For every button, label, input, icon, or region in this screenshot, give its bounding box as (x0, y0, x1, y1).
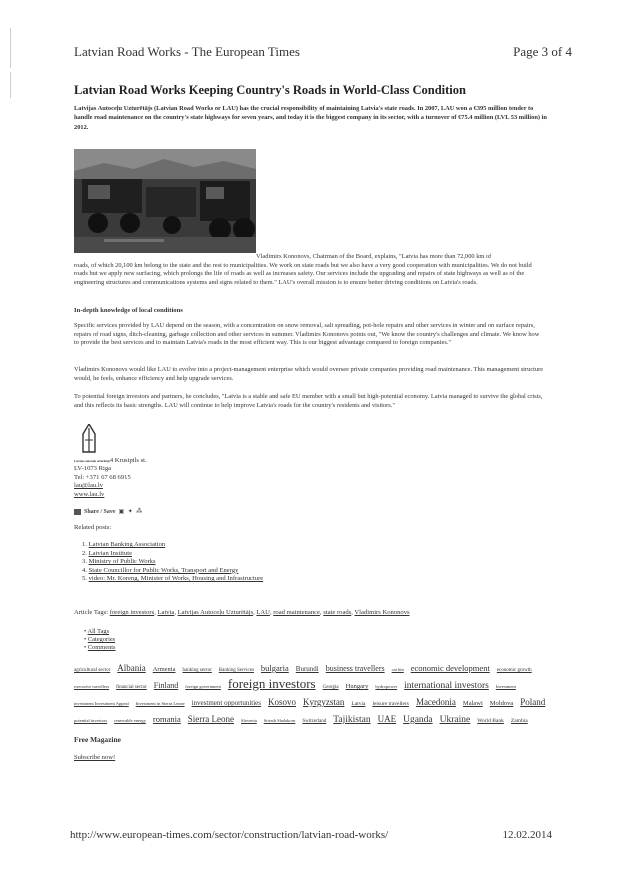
tag-cloud-link[interactable]: potential investors (74, 718, 108, 723)
tag-cloud-link[interactable]: Investment in Sierra Leone (135, 701, 185, 706)
tag-link[interactable]: Latvia (157, 609, 175, 616)
tag-cloud-link[interactable]: bulgaria (260, 663, 289, 673)
tag-cloud-link[interactable]: investment opportunities (191, 699, 262, 707)
contact-street: 4 Krustpils st. (109, 457, 147, 464)
comments-link[interactable]: Comments (87, 644, 116, 651)
article-paragraph-4: To potential foreign investors and partners, he concludes, "Latvia is a stable and safe EU member with a small but high-potential economy. Latvia managed to survive the global crisis, and this reflects its basic strengths. LAU will continue to help improve Latvia's roads for the country's residents and visitors." (74, 393, 543, 409)
lau-logo-icon (81, 424, 97, 454)
tag-cloud-link[interactable]: romania (152, 714, 181, 724)
related-post-item[interactable]: 1. Latvian Banking Association (82, 541, 166, 548)
contact-email-link[interactable]: lau@lau.lv (74, 482, 103, 490)
related-post-link[interactable]: video: Mr. Koreng, Minister of Works, Housing and Infrastructure (88, 575, 264, 583)
tag-cloud-link[interactable]: Georgia (322, 685, 339, 690)
tag-cloud-link[interactable]: Tajikistan (333, 715, 371, 725)
scan-margin-mark (10, 28, 11, 68)
tag-cloud-link[interactable]: leisure travellers (372, 701, 409, 707)
tag-cloud-link[interactable]: Burundi (295, 665, 319, 673)
related-post-link[interactable]: State Councillor for Public Works, Transport and Energy (88, 566, 239, 574)
scan-margin-mark (10, 72, 11, 98)
contact-tel: Tel: +371 67 68 6915 (74, 473, 131, 481)
tag-cloud-link[interactable]: executive travellers (74, 684, 110, 689)
tag-cloud-link[interactable]: renewable energy (114, 718, 146, 723)
all-tags-link[interactable]: All Tags (87, 628, 110, 635)
tag-cloud-link[interactable]: Investment (495, 684, 516, 689)
tag-cloud-link[interactable]: Malawi (462, 700, 483, 707)
tag-cloud-link[interactable]: Sierra Leone (187, 714, 234, 724)
tag-cloud-link[interactable]: business travellers (325, 664, 385, 673)
related-posts-list (82, 541, 263, 584)
article-paragraph-3: Vladimirs Kononovs would like LAU to evolve into a project-management enterprise which would oversee private companies providing road maintenance. This management structure would, he feels, enhance efficiency and help upgrade services. (74, 366, 544, 382)
tag-cloud (74, 660, 550, 728)
tag-cloud-link[interactable]: foreign government (185, 684, 221, 689)
tag-cloud-link[interactable]: foreign investors (227, 676, 316, 691)
tag-cloud-link[interactable]: Srirath Shalakorn (263, 718, 296, 723)
tag-cloud-link[interactable]: Poland (520, 697, 546, 707)
article-title: Latvian Road Works Keeping Country's Roads in World-Class Condition (74, 83, 466, 97)
tag-link[interactable]: road maintenance (273, 609, 320, 616)
footer-url: http://www.european-times.com/sector/construction/latvian-road-works/ (70, 829, 389, 841)
tag-cloud-link[interactable]: economic development (410, 663, 490, 673)
article-paragraph-2: Specific services provided by LAU depend on the season, with a concentration on snow removal, salt spreading, pot-hole repairs and other services in winter and on surface repairs, repairs of road signs, ditch-cleaning, garbage collection and other services in summer. Vladimirs Kononovs points out, "We know the country's challenges and climate. We know how to provide the best services and to maintain Latvia's roads in the most efficient way. This is our biggest advantage compared to foreign companies." (74, 322, 540, 347)
tag-link[interactable]: state roads (323, 609, 352, 616)
share-icon (74, 509, 81, 515)
tag-cloud-link[interactable]: Zambia (510, 718, 528, 724)
related-posts-heading: Related posts: (74, 524, 112, 531)
share-save-widget[interactable] (74, 508, 143, 515)
article-photo (74, 149, 256, 253)
tag-cloud-link[interactable]: UAE (377, 714, 397, 724)
footer-date: 12.02.2014 (502, 829, 552, 841)
tag-link[interactable]: Latvijas Autoceļu Uzturētājs (177, 609, 254, 616)
tag-cloud-link[interactable]: cat bin (391, 667, 404, 672)
article-tags-label: Article Tags: (74, 609, 109, 616)
article-tags: Article Tags: foreign investors, Latvia, Latvijas Autoceļu Uzturētājs, LAU, road maintenance, state roads, Vladimirs Kononovs (74, 609, 410, 616)
archive-link-item[interactable]: • All Tags (84, 628, 110, 635)
share-save-label: Share / Save (84, 508, 116, 515)
tag-cloud-link[interactable]: Kyrgyzstan (303, 697, 345, 707)
tag-cloud-link[interactable]: investment Investment Appeal (74, 701, 129, 706)
related-post-item[interactable]: 2. Latvian Institute (82, 549, 133, 557)
page-label: Page 3 of 4 (513, 44, 572, 59)
tag-cloud-link[interactable]: Albania (117, 663, 146, 673)
contact-web-link[interactable]: www.lau.lv (74, 490, 105, 498)
tag-cloud-link[interactable]: Ukraine (439, 715, 471, 725)
related-post-item[interactable]: 5. video: Mr. Koreng, Minister of Works, Housing and Infrastructure (82, 575, 264, 583)
archive-link-item[interactable]: • Categories (84, 636, 116, 643)
paragraph-1-body: roads, of which 20,100 km belong to the state and the rest to municipalities. We work on state roads but we also have a very good cooperation with municipalities. We do not build roads but we apply new surfacing, which prolongs the life of roads as well as increases safety. Our services include the upgrading and repairs of state highways as well as of the engineering structures and communications systems and signs related to them." LAU's overall mission is to ensure better driving conditions on Latvia's roads. (74, 261, 532, 286)
lau-logo (81, 424, 97, 454)
tag-cloud-link[interactable]: World Bank (477, 718, 504, 724)
tag-cloud-link[interactable]: hydropower (375, 684, 398, 689)
related-post-item[interactable]: 3. Ministry of Public Works (82, 558, 156, 566)
article-subheading: In-depth knowledge of local conditions (74, 307, 183, 314)
article-paragraph-1 (74, 253, 544, 287)
tag-cloud-link[interactable]: Banking Services (218, 668, 254, 673)
social-icons: ▣ ✦ ⁂ (118, 509, 144, 515)
contact-city: LV-1073 Riga (74, 465, 112, 473)
tag-link[interactable]: foreign investors (109, 609, 155, 616)
archive-links (84, 628, 116, 652)
article-lead: Latvijas Autoceļu Uzturētājs (Latvian Road Works or LAU) has the crucial responsibility of maintaining Latvia's state roads. In 2007, LAU won a €395 million tender to handle road maintenance on the country's state highways for seven years, and today it is the biggest company in its sector, with a turnover of €75.4 million (LVL 53 million) in 2012. (74, 105, 547, 131)
contact-address-line (74, 457, 147, 465)
related-post-link[interactable]: Latvian Institute (88, 549, 133, 557)
site-title: Latvian Road Works - The European Times (74, 44, 300, 59)
tag-cloud-link[interactable]: international investors (404, 681, 489, 691)
tag-cloud-link[interactable]: Slovenia (241, 718, 257, 723)
tag-cloud-link[interactable]: Macedonia (415, 697, 456, 707)
related-post-link[interactable]: Ministry of Public Works (88, 558, 156, 566)
tag-cloud-link[interactable]: Armenia (152, 666, 176, 673)
tag-link[interactable]: Vladimirs Kononovs (354, 609, 410, 616)
subscribe-link[interactable]: Subscribe now! (74, 754, 116, 761)
tag-cloud-link[interactable]: Uganda (403, 715, 433, 725)
road-machinery-photo-icon (74, 149, 256, 253)
tag-cloud-link[interactable]: Latvia (351, 701, 366, 707)
tag-cloud-link[interactable]: banking sector (182, 668, 212, 673)
categories-link[interactable]: Categories (87, 636, 116, 643)
contact-block (74, 457, 147, 499)
free-magazine-heading: Free Magazine (74, 735, 121, 744)
tag-link[interactable]: LAU (256, 609, 270, 616)
related-post-item[interactable]: 4. State Councillor for Public Works, Transport and Energy (82, 566, 239, 574)
tag-cloud-link[interactable]: agricultural sector (74, 668, 111, 673)
archive-link-item[interactable]: • Comments (84, 644, 116, 651)
tag-cloud-link[interactable]: Hungary (345, 683, 369, 690)
tag-cloud-link[interactable]: Switzerland (302, 719, 327, 724)
logo-caption: Latvijas autoceļu uzturētājs (74, 459, 110, 463)
tag-cloud-link[interactable]: economic growth (496, 668, 532, 673)
related-post-link[interactable]: Latvian Banking Association (88, 541, 166, 548)
tag-cloud-link[interactable]: Finland (153, 681, 179, 690)
paragraph-1-first-line: Vladimirs Kononovs, Chairman of the Board, explains, "Latvia has more than 72,000 km of (256, 253, 492, 260)
tag-cloud-link[interactable]: Moldova (489, 700, 514, 707)
tag-cloud-link[interactable]: financial sector (116, 685, 147, 690)
tag-cloud-link[interactable]: Kosovo (268, 697, 297, 707)
